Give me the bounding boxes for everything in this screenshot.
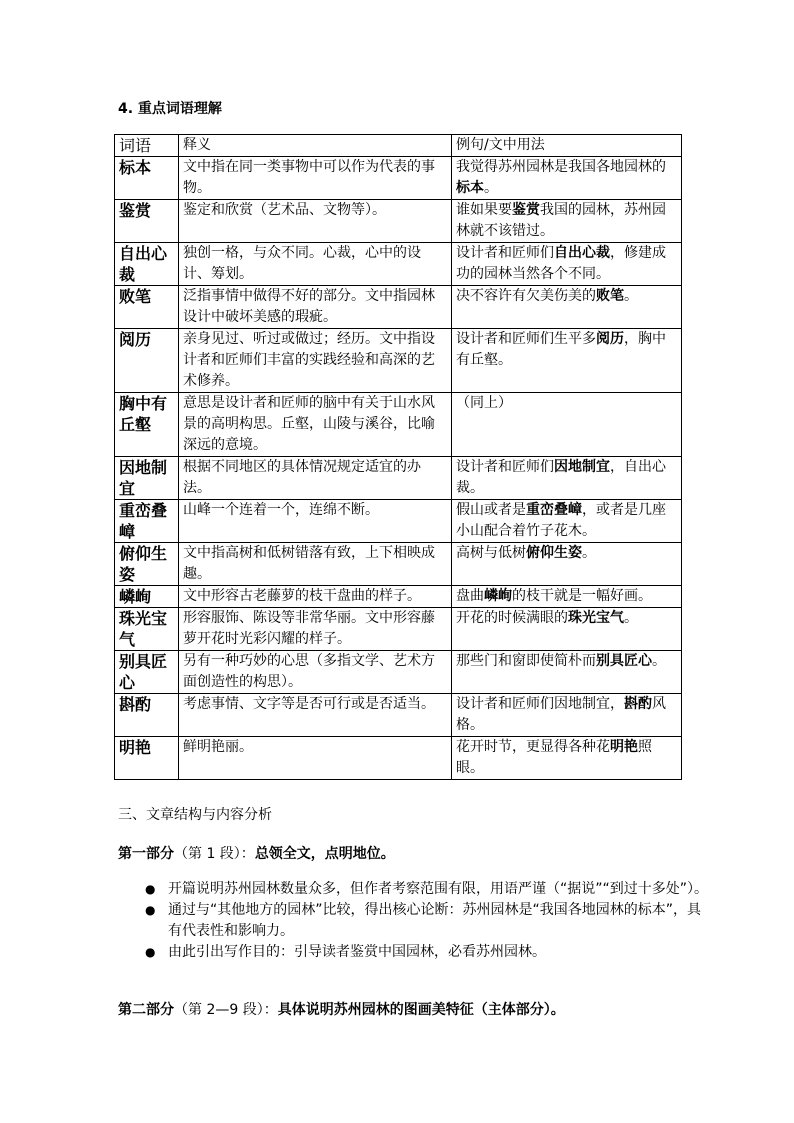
example-cell	[452, 329, 682, 393]
definition-cell: 文中指高树和低树错落有致，上下相映成趣。	[179, 543, 452, 586]
example-cell	[452, 457, 682, 500]
term-cell: 珠光宝气	[115, 608, 179, 651]
header-definition: 释义	[179, 135, 452, 157]
example-keyword: 俯仰生姿	[526, 545, 582, 561]
table-header-row	[115, 135, 682, 157]
example-cell	[452, 608, 682, 651]
table-row	[115, 200, 682, 243]
example-text: 的枝干就是一幅好画。	[512, 588, 652, 604]
header-term: 词语	[115, 135, 179, 157]
definition-cell: 文中形容古老藤萝的枝干盘曲的样子。	[179, 586, 452, 608]
example-cell	[452, 286, 682, 329]
example-text: 照眼。	[456, 739, 652, 776]
table-row	[115, 694, 682, 737]
example-keyword: 败笔	[596, 288, 624, 304]
term-cell: 阅历	[115, 329, 179, 393]
example-text: 设计者和匠师们生平多	[456, 331, 596, 347]
table-row	[115, 737, 682, 780]
part-two-paragraphs: （第 2—9 段）：	[174, 1002, 278, 1018]
definition-cell: 形容服饰、陈设等非常华丽。文中形容藤萝开花时光彩闪耀的样子。	[179, 608, 452, 651]
term-cell: 鉴赏	[115, 200, 179, 243]
example-cell	[452, 157, 682, 200]
definition-cell: 根据不同地区的具体情况规定适宜的办法。	[179, 457, 452, 500]
definition-cell: 山峰一个连着一个，连绵不断。	[179, 500, 452, 543]
part-one-summary: 总领全文，点明地位。	[254, 846, 395, 862]
bullet-icon: ●	[145, 903, 156, 917]
definition-cell: 泛指事情中做得不好的部分。文中指园林设计中破坏美感的瑕疵。	[179, 286, 452, 329]
table-row	[115, 651, 682, 694]
part-one-heading	[118, 843, 395, 863]
example-cell	[452, 651, 682, 694]
example-keyword: 明艳	[610, 739, 638, 755]
table-row	[115, 500, 682, 543]
example-keyword: 别具匠心	[596, 653, 652, 669]
list-item	[118, 900, 708, 942]
example-cell	[452, 500, 682, 543]
example-text: 。	[652, 653, 666, 669]
definition-cell: 文中指在同一类事物中可以作为代表的事物。	[179, 157, 452, 200]
term-cell: 因地制宜	[115, 457, 179, 500]
example-cell	[452, 393, 682, 457]
example-keyword: 因地制宜	[554, 459, 610, 475]
example-cell	[452, 543, 682, 586]
example-text: 我觉得苏州园林是我国各地园林的	[456, 159, 666, 175]
bullet-icon: ●	[145, 882, 156, 896]
example-cell	[452, 586, 682, 608]
example-keyword: 斟酌	[624, 696, 652, 712]
definition-cell: 鲜明艳丽。	[179, 737, 452, 780]
section-heading-4: 4. 重点词语理解	[118, 101, 222, 117]
section-heading-3: 三、文章结构与内容分析	[118, 807, 272, 823]
table-row	[115, 608, 682, 651]
example-text: ，或者是几座小山配合着竹子花木。	[456, 502, 666, 539]
example-text: 。	[624, 288, 638, 304]
table-row	[115, 286, 682, 329]
example-text: ，自出心裁。	[456, 459, 666, 496]
example-text: 高树与低树	[456, 545, 526, 561]
example-text: 设计者和匠师们	[456, 245, 554, 261]
list-item-text: 由此引出写作目的：引导读者鉴赏中国园林，必看苏州园林。	[168, 944, 546, 960]
term-cell: 胸中有丘壑	[115, 393, 179, 457]
header-example: 例句/文中用法	[452, 135, 682, 157]
table-row	[115, 243, 682, 286]
example-text: 风格。	[456, 696, 666, 733]
example-text: 谁如果要	[456, 202, 512, 218]
term-cell: 明艳	[115, 737, 179, 780]
list-item	[118, 942, 708, 963]
example-text: 我国的园林，苏州园林就不该错过。	[456, 202, 666, 239]
term-cell: 俯仰生姿	[115, 543, 179, 586]
example-keyword: 鉴赏	[512, 202, 540, 218]
definition-cell: 考虑事情、文字等是否可行或是否适当。	[179, 694, 452, 737]
term-cell: 别具匠心	[115, 651, 179, 694]
part-one-paragraphs: （第 1 段）：	[174, 846, 255, 862]
part-two-lead: 第二部分	[118, 1002, 174, 1018]
part-two-heading	[118, 999, 565, 1019]
example-keyword: 重峦叠嶂	[526, 502, 582, 518]
bullet-icon: ●	[145, 945, 156, 959]
example-keyword: 阅历	[596, 331, 624, 347]
term-cell: 败笔	[115, 286, 179, 329]
table-row	[115, 543, 682, 586]
example-text: 那些门和窗即使简朴而	[456, 653, 596, 669]
term-cell: 标本	[115, 157, 179, 200]
example-text: 开花的时候满眼的	[456, 610, 568, 626]
definition-cell: 独创一格，与众不同。心裁，心中的设计、筹划。	[179, 243, 452, 286]
example-text: ，修建成功的园林当然各个不同。	[456, 245, 666, 282]
example-cell	[452, 694, 682, 737]
example-keyword: 珠光宝气	[568, 610, 624, 626]
example-text: 假山或者是	[456, 502, 526, 518]
definition-cell: 意思是设计者和匠师的脑中有关于山水风景的高明构思。丘壑，山陵与溪谷，比喻深远的意境。	[179, 393, 452, 457]
term-cell: 重峦叠嶂	[115, 500, 179, 543]
table-row	[115, 393, 682, 457]
example-text: （同上）	[456, 395, 512, 411]
list-item-text: 开篇说明苏州园林数量众多，但作者考察范围有限，用语严谨（“据说”“到过十多处”）。	[168, 881, 709, 897]
example-text: 。	[582, 545, 596, 561]
part-two-summary: 具体说明苏州园林的图画美特征（主体部分）。	[277, 1002, 565, 1018]
term-cell: 斟酌	[115, 694, 179, 737]
part-one-bullet-list	[118, 879, 708, 963]
definition-cell: 鉴定和欣赏（艺术品、文物等）。	[179, 200, 452, 243]
example-text: 决不容许有欠美伤美的	[456, 288, 596, 304]
definition-cell: 亲身见过、听过或做过；经历。文中指设计者和匠师们丰富的实践经验和高深的艺术修养。	[179, 329, 452, 393]
example-text: 花开时节，更显得各种花	[456, 739, 610, 755]
example-text: 。	[624, 610, 638, 626]
example-text: 盘曲	[456, 588, 484, 604]
example-text: ，胸中有丘壑。	[456, 331, 666, 368]
example-cell	[452, 243, 682, 286]
table-row	[115, 586, 682, 608]
definition-cell: 另有一种巧妙的心思（多指文学、艺术方面创造性的构思）。	[179, 651, 452, 694]
vocabulary-table	[114, 134, 682, 780]
list-item	[118, 879, 708, 900]
term-cell: 自出心裁	[115, 243, 179, 286]
table-row	[115, 457, 682, 500]
example-text: 。	[484, 180, 498, 196]
table-row	[115, 329, 682, 393]
part-one-lead: 第一部分	[118, 846, 174, 862]
example-text: 设计者和匠师们	[456, 459, 554, 475]
example-keyword: 嶙峋	[484, 588, 512, 604]
example-text: 设计者和匠师们因地制宜，	[456, 696, 624, 712]
example-keyword: 自出心裁	[554, 245, 610, 261]
example-cell	[452, 737, 682, 780]
example-keyword: 标本	[456, 180, 484, 196]
table-row	[115, 157, 682, 200]
term-cell: 嶙峋	[115, 586, 179, 608]
list-item-text: 通过与“其他地方的园林”比较，得出核心论断：苏州园林是“我国各地园林的标本”，具有代表性和影响力。	[168, 902, 702, 939]
example-cell	[452, 200, 682, 243]
